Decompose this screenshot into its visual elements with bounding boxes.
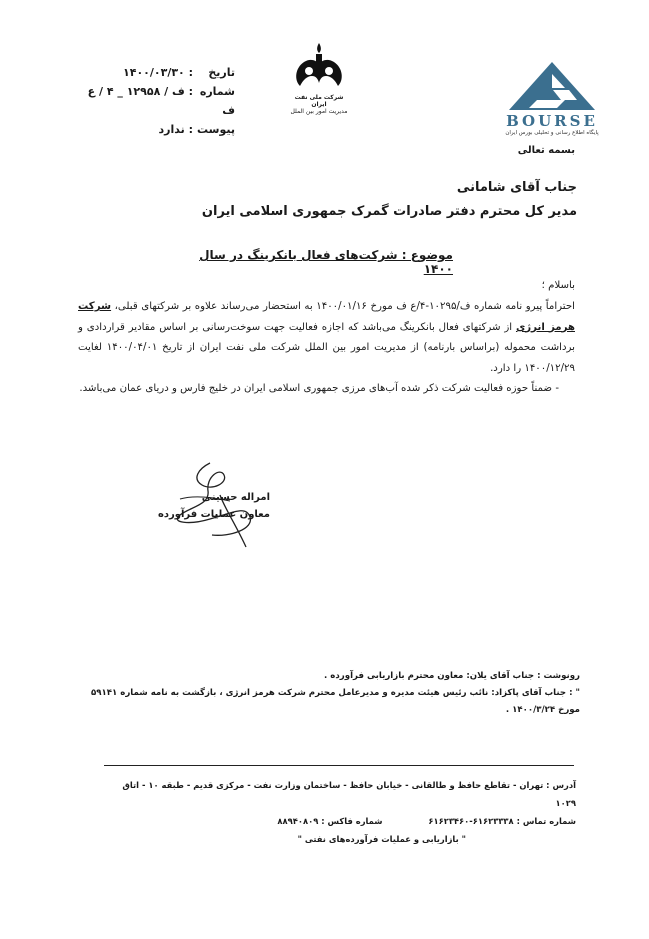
bourse-subtitle: پایگاه اطلاع رسانی و تحلیلی بورس ایران (505, 130, 599, 136)
number-value: ف / ۱۲۹۵۸ _ ۴ / ع ف (87, 85, 235, 117)
attachment-label: پیوست (197, 123, 235, 136)
cc-line-1: رونوشت : جناب آقای یلان: معاون محترم بازاریابی فرآورده . (324, 671, 580, 681)
nioc-emblem-icon (288, 40, 350, 90)
letter-meta (85, 63, 235, 139)
addressee-block (137, 176, 577, 224)
footer-address: آدرس : تهران - تقاطع حافظ و طالقانی - خیابان حافظ - ساختمان وزارت نفت - مرکزی قدیم - طبقه ۱۰ - اتاق ۱۰۲۹ (122, 780, 576, 808)
letter-body (78, 297, 575, 400)
signatory (150, 489, 270, 523)
attachment-colon: : (184, 123, 193, 136)
nioc-caption-1: شرکت ملی نفت ایران (294, 94, 344, 108)
nioc-caption-2: مدیریت امور بین الملل (290, 108, 348, 115)
number-label: شماره (199, 85, 235, 98)
company-name: شرکت هرمز انرژی (78, 301, 575, 333)
body-p1-after: از شرکتهای فعال بانکرینگ می‌باشد که اجازه فعالیت جهت سوخت‌رسانی بر اساس مقادیر قراردادی و برداشت محموله (براساس بارنامه) از مدیریت امور بین الملل شرکت ملی نفت ایران از تاریخ ۱۴۰۰/۰۴/۰۱ لغایت ۱۴۰۰/۱۲/۲۹ را دارد. (78, 321, 576, 374)
signature-block (150, 455, 270, 555)
body-p1-before: احتراماً پیرو نامه شماره ف/۱۰۲۹۵-۴/ع ف مورخ ۱۴۰۰/۰۱/۱۶ به استحضار می‌رساند علاوه بر شرکتهای قبلی، (114, 301, 575, 312)
greeting: باسلام ؛ (541, 280, 575, 291)
addressee-name: جناب آقای شامانی (456, 180, 577, 195)
nioc-logo (288, 40, 350, 115)
footer-unit: " بازاریابی و عملیات فرآورده‌های نفتی " (297, 834, 466, 844)
bourse-logo (492, 60, 612, 136)
date-label: تاریخ (208, 66, 235, 79)
body-p2: ضمناً حوزه فعالیت شرکت ذکر شده آب‌های مرزی جمهوری اسلامی ایران در خلیج فارس و دریای عمان می‌باشد. (79, 383, 553, 394)
cc-line-2: " : جناب آقای پاکزاد: نائب رئیس هیئت مدیره و مدیرعامل محترم شرکت هرمز انرژی ، بازگشت به نامه شماره ۵۹۱۴۱ (91, 688, 580, 698)
letter-subject: موضوع : شرکت‌های فعال بانکرینگ در سال ۱۴۰۰ (199, 248, 453, 276)
signatory-name: امراله حسینی (201, 492, 270, 503)
footer-fax: شماره فاکس : ۸۸۹۴۰۸۰۹ (277, 816, 383, 826)
date-row (85, 63, 235, 82)
date-value: ۱۴۰۰/۰۳/۳۰ (123, 66, 185, 79)
signatory-title: معاون عملیات فرآورده (157, 509, 270, 520)
bourse-triangle-icon (507, 60, 597, 112)
bourse-wordmark: BOURSE (506, 112, 598, 130)
addressee-title: مدیر کل محترم دفتر صادرات گمرک جمهوری اسلامی ایران (201, 204, 577, 219)
footer-phones: شماره تماس : ۶۱۶۲۳۳۳۸-۶۱۶۲۳۴۶۰ (428, 816, 576, 826)
body-paragraph-2 (78, 379, 575, 400)
body-paragraph-1 (78, 297, 575, 379)
footer-contacts (100, 812, 576, 830)
cc-line-3: مورخ ۱۴۰۰/۳/۲۴ . (505, 705, 580, 715)
dash-mark: - (552, 383, 559, 394)
footer-divider (104, 765, 574, 766)
footer (100, 776, 576, 848)
bismillah: بسمه تعالی (517, 145, 575, 156)
attachment-row (85, 120, 235, 139)
attachment-value: ندارد (158, 123, 185, 136)
number-colon: : (184, 85, 193, 98)
date-colon: : (184, 66, 193, 79)
cc-block (70, 668, 580, 719)
number-row (85, 82, 235, 120)
